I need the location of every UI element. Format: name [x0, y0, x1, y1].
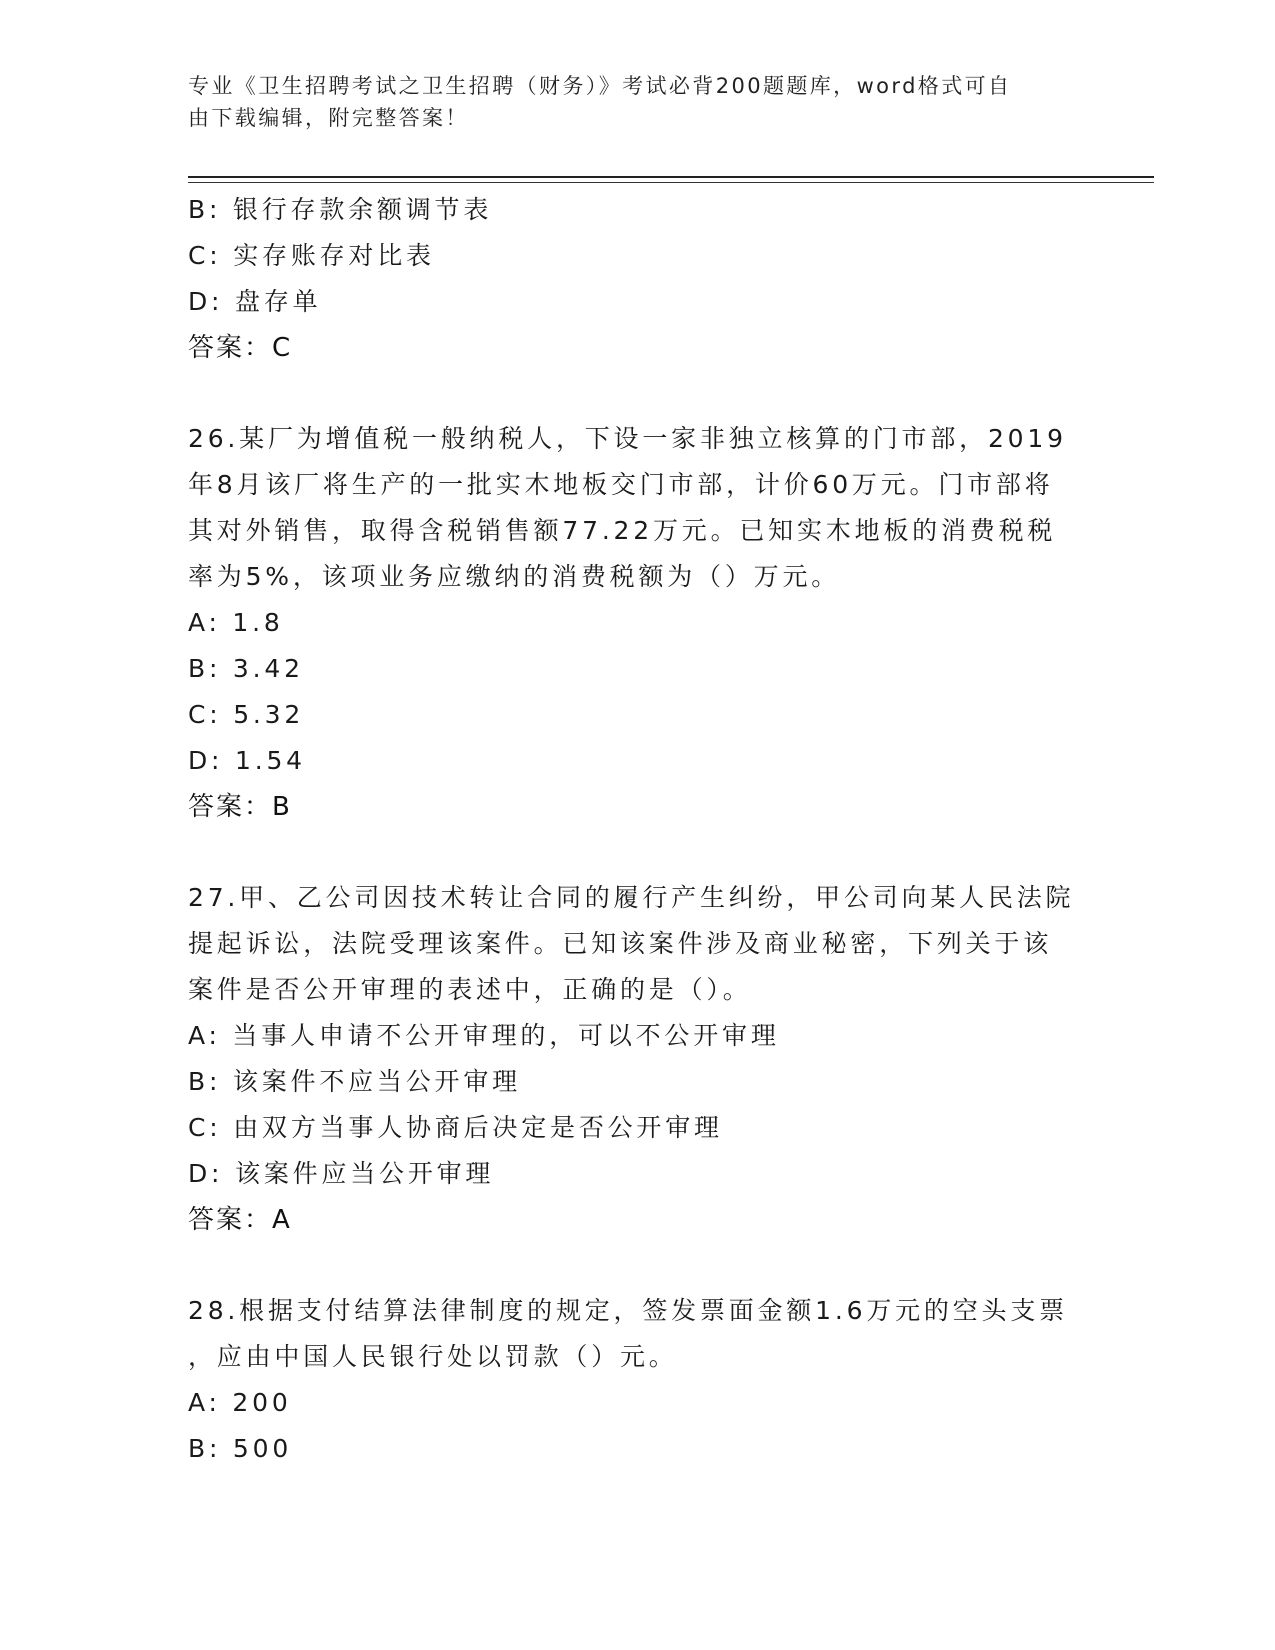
- document-header: [188, 70, 1068, 134]
- question-28: [188, 1288, 1068, 1472]
- question-stem-line: 其对外销售，取得含税销售额77.22万元。已知实木地板的消费税税: [188, 516, 1057, 545]
- question-gap: [188, 1243, 1068, 1288]
- header-line-2: 由下载编辑，附完整答案！: [188, 106, 469, 130]
- option-c: C: 由双方当事人协商后决定是否公开审理: [188, 1113, 723, 1142]
- question-stem-line: 年8月该厂将生产的一批实木地板交门市部，计价60万元。门市部将: [188, 470, 1054, 499]
- option-d: D: 1.54: [188, 746, 306, 775]
- option-a: A: 200: [188, 1388, 292, 1417]
- question-stem-line: ，应由中国人民银行处以罚款（）元。: [188, 1342, 678, 1371]
- question-stem-line: 27.甲、乙公司因技术转让合同的履行产生纠纷，甲公司向某人民法院: [188, 883, 1075, 912]
- option-d: D: 该案件应当公开审理: [188, 1159, 495, 1188]
- answer: 答案：B: [188, 792, 292, 822]
- option-b: B: 500: [188, 1434, 293, 1463]
- option-b: B: 该案件不应当公开审理: [188, 1067, 521, 1096]
- question-stem-line: 案件是否公开审理的表述中，正确的是（）。: [188, 975, 752, 1004]
- question-stem-line: 率为5%，该项业务应缴纳的消费税额为（）万元。: [188, 562, 841, 591]
- option-b: B: 银行存款余额调节表: [188, 195, 493, 224]
- header-line-1: 专业《卫生招聘考试之卫生招聘（财务）》考试必背200题题库，word格式可自: [188, 74, 1012, 98]
- answer: 答案：A: [188, 1205, 292, 1235]
- answer: 答案：C: [188, 333, 293, 363]
- question-25: [188, 187, 1068, 371]
- option-d: D: 盘存单: [188, 287, 322, 316]
- question-stem-line: 提起诉讼，法院受理该案件。已知该案件涉及商业秘密，下列关于该: [188, 929, 1053, 958]
- question-stem-line: 26.某厂为增值税一般纳税人，下设一家非独立核算的门市部，2019: [188, 424, 1067, 453]
- option-c: C: 实存账存对比表: [188, 241, 435, 270]
- option-a: A: 当事人申请不公开审理的，可以不公开审理: [188, 1021, 780, 1050]
- header-rule-thin: [188, 182, 1154, 183]
- option-c: C: 5.32: [188, 700, 305, 729]
- question-list: [188, 187, 1075, 1472]
- question-gap: [188, 371, 1068, 416]
- header-rule-thick: [188, 176, 1154, 178]
- question-27: [188, 875, 1075, 1243]
- question-gap: [188, 830, 1068, 875]
- question-26: [188, 416, 1068, 830]
- option-b: B: 3.42: [188, 654, 304, 683]
- question-stem-line: 28.根据支付结算法律制度的规定，签发票面金额1.6万元的空头支票: [188, 1296, 1068, 1325]
- option-a: A: 1.8: [188, 608, 284, 637]
